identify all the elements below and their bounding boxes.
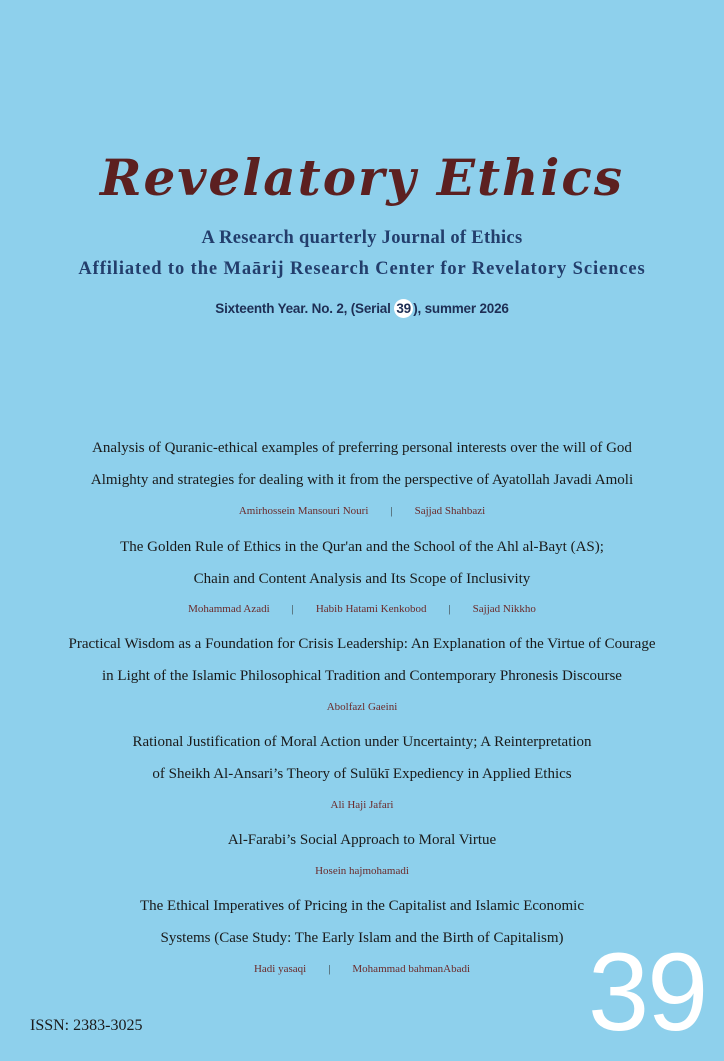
article-title-line: Almighty and strategies for dealing with it from the perspective of Ayatollah Javadi Amoli <box>90 472 634 488</box>
journal-title: Revelatory Ethics <box>99 148 624 207</box>
issue-number-large: 39 <box>588 931 707 1054</box>
author-separator: | <box>291 603 294 615</box>
author-name: Amirhossein Mansouri Nouri <box>238 505 369 517</box>
article-authors <box>0 603 724 615</box>
author-name: Habib Hatami Kenkobod <box>315 603 427 615</box>
issn-label: ISSN: 2383-3025 <box>30 1017 143 1034</box>
article-authors <box>0 865 724 877</box>
author-separator: | <box>448 603 451 615</box>
author-name: Mohammad bahmanAbadi <box>352 963 471 975</box>
author-name: Sajjad Shahbazi <box>414 505 486 517</box>
article-title-line: Practical Wisdom as a Foundation for Crisis Leadership: An Explanation of the Virtue of Courage <box>68 636 656 652</box>
serial-badge: 39 <box>394 299 413 318</box>
issue-prefix: Sixteenth Year. No. 2, (Serial <box>215 301 395 316</box>
author-name: Hosein hajmohamadi <box>315 865 409 877</box>
author-separator: | <box>328 963 331 975</box>
article-title-line: Al-Farabi’s Social Approach to Moral Virtue <box>227 832 497 848</box>
author-name: Abolfazl Gaeini <box>326 701 398 713</box>
journal-subtitle: A Research quarterly Journal of Ethics <box>201 228 523 248</box>
author-separator: | <box>390 505 393 517</box>
journal-affiliation: Affiliated to the Maārij Research Center for Revelatory Sciences <box>78 259 646 279</box>
author-name: Mohammad Azadi <box>188 603 270 615</box>
article-title-line: in Light of the Islamic Philosophical Tradition and Contemporary Phronesis Discourse <box>102 668 622 684</box>
article-title-line: of Sheikh Al-Ansari’s Theory of Sulūkī Expediency in Applied Ethics <box>152 766 572 782</box>
article-authors <box>0 799 724 811</box>
author-name: Hadi yasaqi <box>253 963 307 975</box>
author-name: Sajjad Nikkho <box>472 603 536 615</box>
article-authors <box>0 701 724 713</box>
article-title-line: The Golden Rule of Ethics in the Qur'an and the School of the Ahl al-Bayt (AS); <box>120 539 604 555</box>
article-title-line: Chain and Content Analysis and Its Scope of Inclusivity <box>193 571 531 587</box>
article-title-line: Systems (Case Study: The Early Islam and the Birth of Capitalism) <box>160 930 564 946</box>
article-authors <box>0 505 724 517</box>
issue-suffix: ), summer 2026 <box>413 301 509 316</box>
article-title-line: Rational Justification of Moral Action under Uncertainty; A Reinterpretation <box>132 734 592 750</box>
author-name: Ali Haji Jafari <box>330 799 394 811</box>
article-title-line: Analysis of Quranic-ethical examples of preferring personal interests over the will of God <box>92 440 632 456</box>
issue-info <box>0 299 724 318</box>
article-title-line: The Ethical Imperatives of Pricing in the Capitalist and Islamic Economic <box>139 898 585 914</box>
